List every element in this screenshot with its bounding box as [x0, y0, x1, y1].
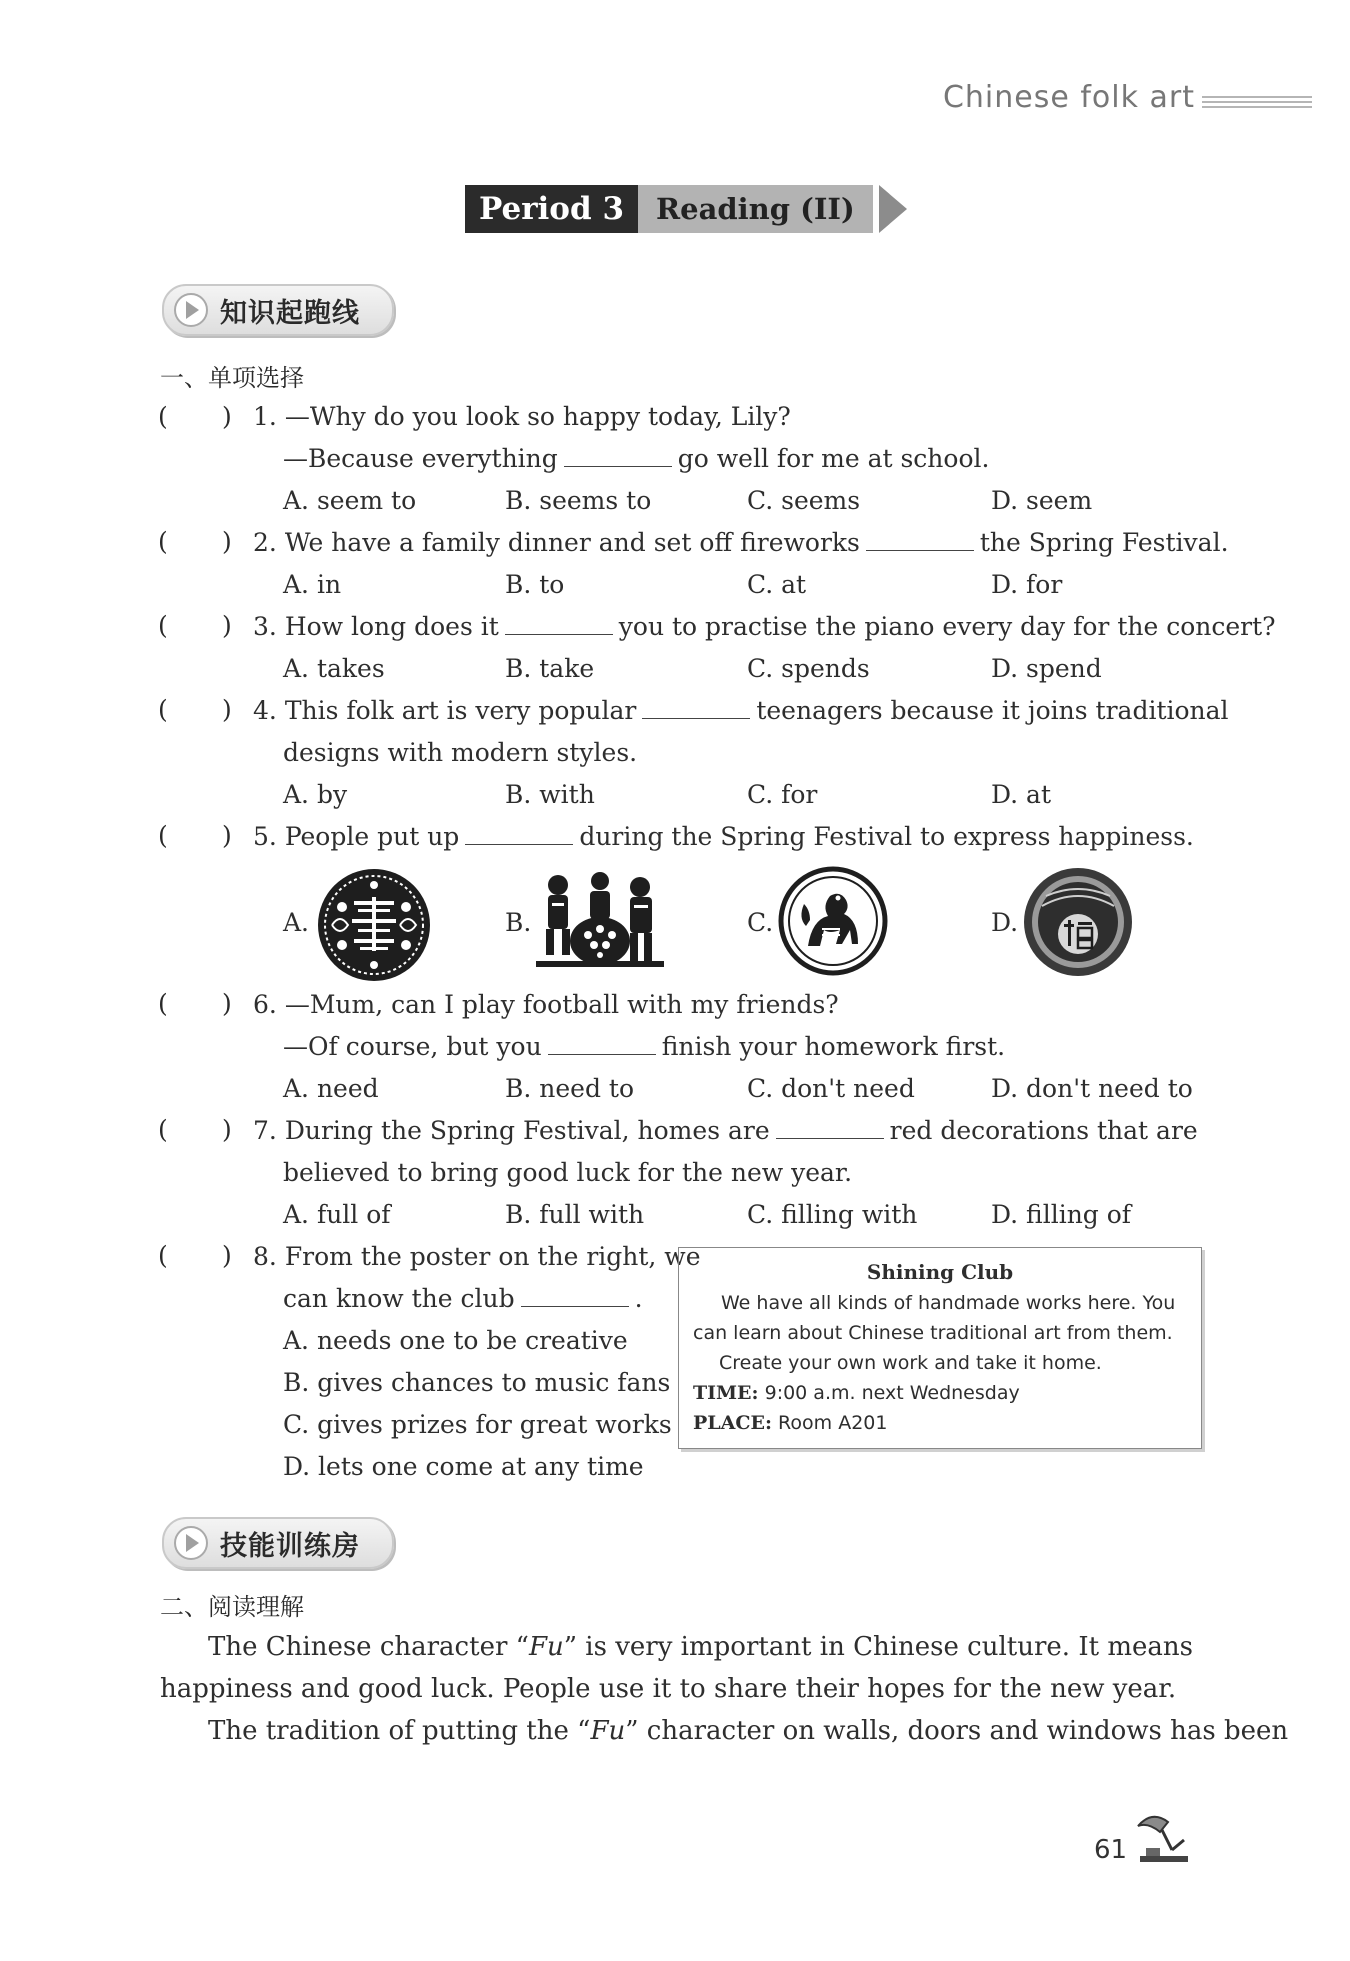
- question-number: 1.: [253, 402, 277, 431]
- poster-line: can learn about Chinese traditional art from them.: [693, 1322, 1173, 1344]
- option-a: A. in: [283, 570, 342, 599]
- question-text: —Of course, but you: [283, 1032, 542, 1061]
- harvest-figures-papercut-icon: [536, 869, 664, 975]
- answer-blank[interactable]: [465, 822, 573, 845]
- option-a: A. full of: [283, 1200, 391, 1229]
- answer-blank[interactable]: [642, 696, 750, 719]
- question-6: [253, 989, 839, 1021]
- answer-paren-q4[interactable]: ( ): [158, 695, 168, 724]
- option-d: D. spend: [991, 654, 1102, 683]
- question-number: 3.: [253, 612, 277, 641]
- poster-title: Shining Club: [866, 1260, 1014, 1284]
- option-b: B. need to: [505, 1074, 635, 1103]
- question-text: red decorations that are: [889, 1116, 1198, 1145]
- reading-text-fu: Fu: [528, 1632, 564, 1662]
- question-text: From the poster on the right, we: [284, 1242, 701, 1271]
- question-line: believed to bring good luck for the new year.: [283, 1158, 853, 1187]
- question-line: designs with modern styles.: [283, 738, 638, 767]
- question-number: 8.: [253, 1242, 277, 1271]
- reading-text: The Chinese character “: [208, 1632, 529, 1662]
- option-a: A. takes: [283, 654, 385, 683]
- question-number: 6.: [253, 990, 277, 1019]
- option-b: B. to: [505, 570, 565, 599]
- question-text: During the Spring Festival, homes are: [284, 1116, 770, 1145]
- period-banner: [465, 185, 907, 233]
- poster-place-value: Room A201: [772, 1412, 888, 1434]
- answer-blank[interactable]: [505, 612, 613, 635]
- question-text: We have a family dinner and set off fireworks: [284, 528, 860, 557]
- page-number: 61: [1094, 1835, 1128, 1865]
- section-heading-label: 知识起跑线: [220, 297, 360, 329]
- question-text: the Spring Festival.: [979, 528, 1229, 557]
- dog-papercut-icon: [778, 866, 888, 976]
- answer-blank[interactable]: [776, 1116, 884, 1139]
- reading-text: ” is very important in Chinese culture. It means: [563, 1632, 1193, 1662]
- question-text: This folk art is very popular: [284, 696, 637, 725]
- fu-character-papercut-icon: [1022, 866, 1134, 978]
- poster-time-label: TIME:: [693, 1382, 759, 1404]
- option-c: C.: [747, 908, 774, 937]
- section-heading-label: 技能训练房: [220, 1530, 360, 1562]
- part-title-reading: 二、阅读理解: [160, 1593, 304, 1621]
- play-icon: [174, 1526, 208, 1560]
- option-c: C. don't need: [747, 1074, 915, 1103]
- answer-paren-q3[interactable]: ( ): [158, 611, 168, 640]
- question-text: —Because everything: [283, 444, 558, 473]
- question-text: can know the club: [283, 1284, 515, 1313]
- reading-text-fu: Fu: [590, 1716, 626, 1746]
- reading-line: happiness and good luck. People use it to share their hopes for the new year.: [160, 1674, 1177, 1704]
- option-a: A.: [283, 908, 310, 937]
- poster-time: [693, 1382, 1020, 1404]
- question-text: finish your homework first.: [661, 1032, 1006, 1061]
- answer-paren-q6[interactable]: ( ): [158, 989, 168, 1018]
- question-number: 7.: [253, 1116, 277, 1145]
- question-text: teenagers because it joins traditional: [756, 696, 1229, 725]
- option-b: B.: [505, 908, 532, 937]
- question-8: [253, 1241, 701, 1273]
- question-text: during the Spring Festival to express happiness.: [579, 822, 1194, 851]
- section-heading-skills: [162, 1517, 394, 1569]
- option-c: C. for: [747, 780, 818, 809]
- club-poster: [678, 1247, 1202, 1449]
- question-1: [253, 401, 791, 433]
- question-4: [253, 695, 1229, 727]
- answer-blank[interactable]: [548, 1032, 656, 1055]
- question-number: 2.: [253, 528, 277, 557]
- option-c: C. spends: [747, 654, 870, 683]
- reading-text: ” character on walls, doors and windows has been: [625, 1716, 1289, 1746]
- period-number: Period 3: [465, 185, 638, 233]
- option-c: C. seems: [747, 486, 861, 515]
- option-b: B. gives chances to music fans: [283, 1368, 671, 1397]
- poster-time-value: 9:00 a.m. next Wednesday: [758, 1382, 1020, 1404]
- running-head-decoration: [1202, 96, 1312, 110]
- play-icon: [174, 293, 208, 327]
- double-happiness-papercut-icon: [316, 867, 432, 983]
- question-line: [283, 1031, 1005, 1063]
- section-heading-knowledge: [162, 284, 394, 336]
- poster-place: [693, 1412, 887, 1434]
- option-b: B. take: [505, 654, 595, 683]
- period-title: Reading (II): [638, 185, 873, 233]
- option-b: B. seems to: [505, 486, 652, 515]
- option-c: C. at: [747, 570, 807, 599]
- reading-text: The tradition of putting the “: [208, 1716, 591, 1746]
- option-d: D. filling of: [991, 1200, 1132, 1229]
- reading-line: [208, 1714, 1288, 1748]
- question-text: go well for me at school.: [677, 444, 990, 473]
- option-a: A. by: [283, 780, 348, 809]
- question-text: —Why do you look so happy today, Lily?: [284, 402, 791, 431]
- option-d: D.: [991, 908, 1019, 937]
- question-line: [283, 443, 989, 475]
- answer-paren-q5[interactable]: ( ): [158, 821, 168, 850]
- question-3: [253, 611, 1276, 643]
- question-5: [253, 821, 1194, 853]
- answer-paren-q1[interactable]: ( ): [158, 402, 168, 431]
- option-d: D. seem: [991, 486, 1093, 515]
- poster-line: We have all kinds of handmade works here. You: [721, 1292, 1176, 1314]
- option-c: C. gives prizes for great works: [283, 1410, 672, 1439]
- answer-blank[interactable]: [521, 1284, 629, 1307]
- question-text: How long does it: [284, 612, 499, 641]
- answer-paren-q2[interactable]: ( ): [158, 527, 168, 556]
- question-text: —Mum, can I play football with my friends?: [284, 990, 839, 1019]
- question-number: 5.: [253, 822, 277, 851]
- option-a: A. needs one to be creative: [283, 1326, 628, 1355]
- option-b: B. full with: [505, 1200, 645, 1229]
- poster-line: Create your own work and take it home.: [719, 1352, 1102, 1374]
- answer-blank[interactable]: [564, 444, 672, 467]
- option-d: D. lets one come at any time: [283, 1452, 644, 1481]
- option-b: B. with: [505, 780, 595, 809]
- question-2: [253, 527, 1229, 559]
- option-d: D. for: [991, 570, 1063, 599]
- answer-paren-q8[interactable]: ( ): [158, 1241, 168, 1270]
- option-a: A. need: [283, 1074, 379, 1103]
- running-head: Chinese folk art: [942, 80, 1195, 115]
- part-title-multiple-choice: 一、单项选择: [160, 364, 304, 392]
- question-text: you to practise the piano every day for the concert?: [618, 612, 1276, 641]
- desk-lamp-icon: [1132, 1808, 1192, 1868]
- question-text: .: [634, 1284, 643, 1313]
- option-d: D. don't need to: [991, 1074, 1193, 1103]
- reading-line: [208, 1630, 1193, 1664]
- question-number: 4.: [253, 696, 277, 725]
- arrow-icon: [879, 185, 907, 233]
- answer-blank[interactable]: [866, 528, 974, 551]
- option-c: C. filling with: [747, 1200, 918, 1229]
- question-7: [253, 1115, 1198, 1147]
- option-d: D. at: [991, 780, 1051, 809]
- answer-paren-q7[interactable]: ( ): [158, 1115, 168, 1144]
- question-line: [283, 1283, 643, 1315]
- poster-place-label: PLACE:: [693, 1412, 773, 1434]
- option-a: A. seem to: [283, 486, 417, 515]
- question-text: People put up: [284, 822, 460, 851]
